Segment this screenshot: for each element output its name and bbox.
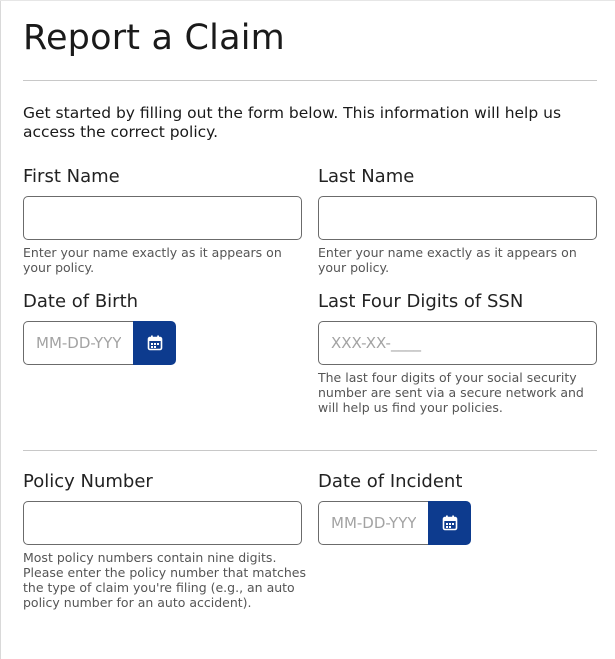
date-of-incident-input[interactable] [318,501,428,545]
date-of-incident-field [318,501,471,545]
date-of-incident-label: Date of Incident [318,471,463,492]
page-left-border [0,0,1,659]
date-of-birth-input[interactable] [23,321,133,365]
first-name-help: Enter your name exactly as it appears on your policy. [23,245,282,275]
date-of-birth-calendar-button[interactable] [133,321,176,365]
last-name-input[interactable] [318,196,597,240]
first-name-input[interactable] [23,196,302,240]
first-name-label: First Name [23,166,120,187]
page-title: Report a Claim [23,18,285,58]
policy-number-input[interactable] [23,501,302,545]
calendar-icon [147,335,163,351]
title-divider [23,80,597,81]
last-name-label: Last Name [318,166,415,187]
date-of-birth-label: Date of Birth [23,291,139,312]
date-of-incident-calendar-button[interactable] [428,501,471,545]
ssn-label: Last Four Digits of SSN [318,291,524,312]
section-divider [23,450,597,451]
policy-number-help: Most policy numbers contain nine digits. Please enter the policy number that matches the type of claim you're filing (e.g., an auto policy number for an auto accident). [23,550,306,610]
page-top-border [0,0,615,1]
policy-number-label: Policy Number [23,471,153,492]
intro-text: Get started by filling out the form below. This information will help us access the correct policy. [23,104,562,141]
calendar-icon [442,515,458,531]
date-of-birth-field [23,321,176,365]
ssn-input[interactable] [318,321,597,365]
ssn-help: The last four digits of your social security number are sent via a secure network and will help us find your policies. [318,370,584,415]
last-name-help: Enter your name exactly as it appears on your policy. [318,245,577,275]
